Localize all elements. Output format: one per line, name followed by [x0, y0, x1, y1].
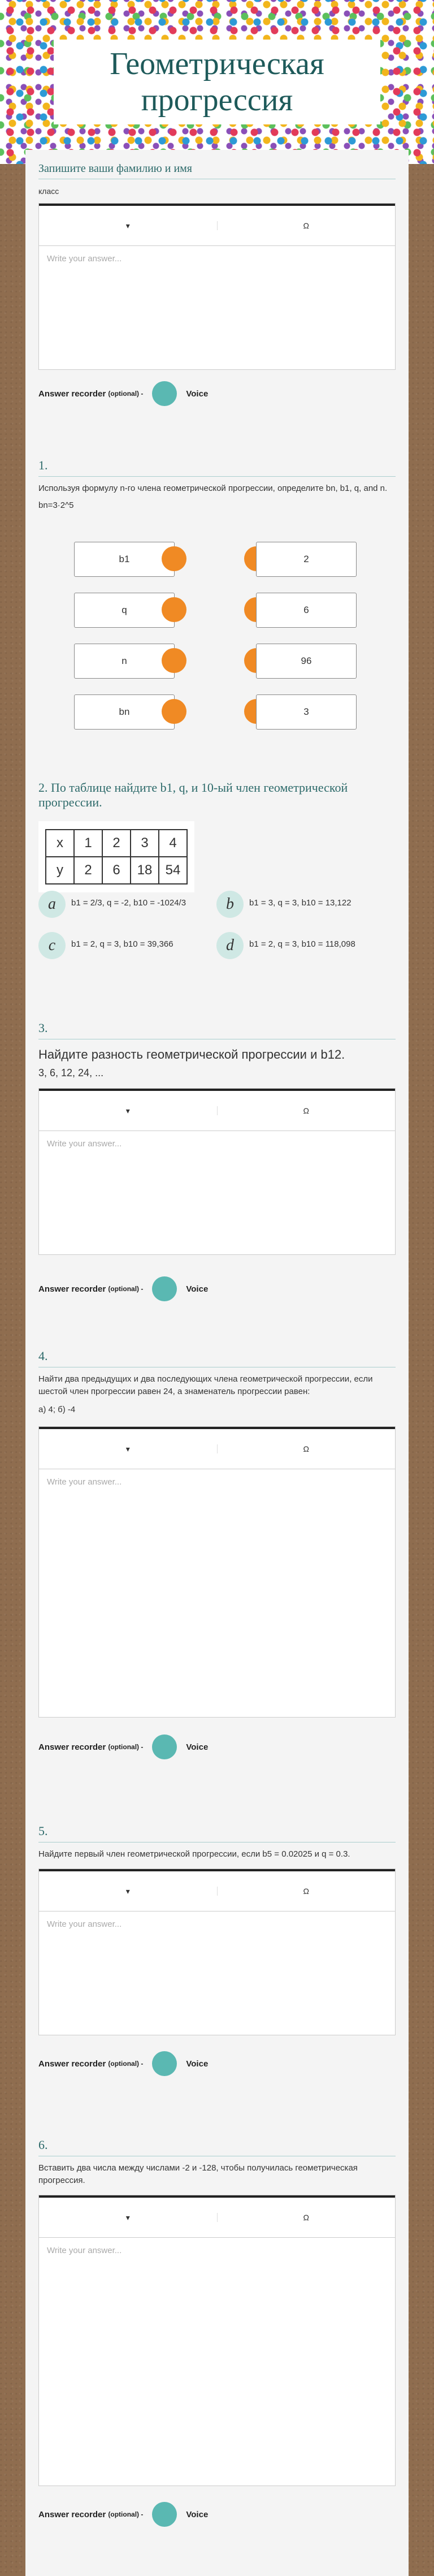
- match-dot-left-2[interactable]: [162, 597, 186, 622]
- table-cell: 2: [74, 857, 102, 884]
- q4-answer-field[interactable]: [38, 1426, 396, 1718]
- voice-record-button[interactable]: [152, 1276, 177, 1301]
- voice-record-button[interactable]: [152, 2051, 177, 2076]
- special-chars-icon[interactable]: Ω: [217, 1887, 396, 1896]
- option-text: b1 = 3, q = 3, b10 = 13,122: [249, 898, 351, 908]
- recorder-optional: (optional) -: [108, 2060, 144, 2068]
- match-left-bn[interactable]: bn: [74, 694, 175, 730]
- q4-text: Найти два предыдущих и два последующих члена геометрической прогрессии, если шестой член прогрессии равен 24, а знаменатель прогрессии равен:: [38, 1374, 373, 1396]
- worksheet: [25, 150, 409, 2576]
- match-dot-left-4[interactable]: [162, 699, 186, 724]
- table-row-y: [46, 857, 187, 884]
- xy-table: [45, 829, 188, 884]
- match-right-2[interactable]: 2: [256, 542, 357, 577]
- option-text: b1 = 2, q = 3, b10 = 118,098: [249, 939, 355, 949]
- answer-input[interactable]: Write your answer...: [47, 254, 122, 264]
- table-cell: 2: [102, 830, 131, 857]
- table-cell: x: [46, 830, 74, 857]
- voice-label: Voice: [186, 1284, 209, 1294]
- table-cell: 1: [74, 830, 102, 857]
- option-text: b1 = 2/3, q = -2, b10 = -1024/3: [71, 898, 186, 908]
- q5-answer-field[interactable]: [38, 1869, 396, 2035]
- recorder-optional: (optional) -: [108, 1285, 144, 1293]
- q2-title: 2. По таблице найдите b1, q, и 10-ый член геометрической прогрессии.: [38, 780, 348, 809]
- answer-input[interactable]: Write your answer...: [47, 2246, 122, 2255]
- recorder-label: Answer recorder: [38, 1284, 106, 1294]
- name-section-title: Запишите ваши фамилию и имя: [38, 162, 396, 179]
- answer-toolbar: [39, 1869, 395, 1911]
- option-letter: b: [216, 891, 244, 918]
- voice-record-button[interactable]: [152, 381, 177, 406]
- class-label: класс: [38, 187, 59, 196]
- table-cell: 54: [159, 857, 187, 884]
- q1-formula: bn=3·2^5: [38, 500, 74, 510]
- answer-input[interactable]: Write your answer...: [47, 1139, 122, 1149]
- option-text: b1 = 2, q = 3, b10 = 39,366: [71, 939, 173, 949]
- dropdown-icon[interactable]: ▾: [125, 221, 130, 230]
- q3-answer-field[interactable]: [38, 1088, 396, 1255]
- answer-recorder: [38, 2051, 396, 2076]
- answer-toolbar: [39, 204, 395, 246]
- answer-recorder: [38, 1276, 396, 1301]
- match-left-q[interactable]: q: [74, 593, 175, 628]
- dropdown-icon[interactable]: ▾: [125, 2212, 130, 2222]
- option-a[interactable]: [38, 891, 208, 918]
- table-cell: y: [46, 857, 74, 884]
- dropdown-icon[interactable]: ▾: [125, 1886, 130, 1896]
- recorder-label: Answer recorder: [38, 2509, 106, 2519]
- q1-title: 1.: [38, 458, 396, 477]
- answer-toolbar: [39, 1427, 395, 1469]
- special-chars-icon[interactable]: Ω: [217, 221, 396, 230]
- dropdown-icon[interactable]: ▾: [125, 1106, 130, 1115]
- q6-title: 6.: [38, 2138, 396, 2156]
- voice-label: Voice: [186, 1742, 209, 1752]
- q3-sequence: 3, 6, 12, 24, ...: [38, 1067, 104, 1078]
- q2-table-card: [38, 821, 194, 892]
- option-letter: d: [216, 932, 244, 959]
- voice-record-button[interactable]: [152, 1734, 177, 1759]
- special-chars-icon[interactable]: Ω: [217, 1444, 396, 1453]
- question-1: [38, 458, 396, 826]
- voice-label: Voice: [186, 389, 209, 399]
- q4-title: 4.: [38, 1349, 396, 1367]
- name-section: [38, 162, 396, 406]
- match-right-96[interactable]: 96: [256, 644, 357, 679]
- voice-label: Voice: [186, 2059, 209, 2069]
- recorder-label: Answer recorder: [38, 1742, 106, 1752]
- option-d[interactable]: [216, 932, 396, 959]
- q5-title: 5.: [38, 1824, 396, 1843]
- match-dot-left-1[interactable]: [162, 546, 186, 571]
- q3-text: Найдите разность геометрической прогрессии и b12.: [38, 1047, 345, 1062]
- question-5: [38, 1824, 396, 2076]
- answer-recorder: [38, 2502, 396, 2527]
- title-card: [54, 40, 380, 124]
- option-c[interactable]: [38, 932, 208, 959]
- match-left-b1[interactable]: b1: [74, 542, 175, 577]
- option-b[interactable]: [216, 891, 396, 918]
- q1-text: Используя формулу n-го члена геометрической прогрессии, определите bn, b1, q, and n.: [38, 484, 388, 493]
- name-answer-field[interactable]: [38, 203, 396, 370]
- table-cell: 18: [131, 857, 159, 884]
- match-left-n[interactable]: n: [74, 644, 175, 679]
- q6-answer-field[interactable]: [38, 2195, 396, 2486]
- option-letter: a: [38, 891, 66, 918]
- match-dot-left-3[interactable]: [162, 648, 186, 673]
- option-letter: c: [38, 932, 66, 959]
- recorder-label: Answer recorder: [38, 2059, 106, 2069]
- match-right-6[interactable]: 6: [256, 593, 357, 628]
- recorder-label: Answer recorder: [38, 389, 106, 399]
- answer-input[interactable]: Write your answer...: [47, 1919, 122, 1929]
- recorder-optional: (optional) -: [108, 390, 144, 398]
- voice-label: Voice: [186, 2509, 209, 2519]
- recorder-optional: (optional) -: [108, 2510, 144, 2518]
- q4-cases: а) 4; б) -4: [38, 1405, 76, 1414]
- table-row-x: [46, 830, 187, 857]
- recorder-optional: (optional) -: [108, 1743, 144, 1751]
- voice-record-button[interactable]: [152, 2502, 177, 2527]
- answer-input[interactable]: Write your answer...: [47, 1477, 122, 1487]
- special-chars-icon[interactable]: Ω: [217, 2213, 396, 2222]
- q6-text: Вставить два числа между числами -2 и -128, чтобы получилась геометрическая прогрессия.: [38, 2163, 358, 2185]
- match-right-3[interactable]: 3: [256, 694, 357, 730]
- dropdown-icon[interactable]: ▾: [125, 1444, 130, 1453]
- question-4: [38, 1349, 396, 1759]
- answer-toolbar: [39, 2195, 395, 2238]
- answer-recorder: [38, 381, 396, 406]
- table-cell: 4: [159, 830, 187, 857]
- table-cell: 6: [102, 857, 131, 884]
- q5-text: Найдите первый член геометрической прогрессии, если b5 = 0.02025 и q = 0.3.: [38, 1849, 350, 1859]
- q3-title: 3.: [38, 1021, 396, 1039]
- question-6: [38, 2138, 396, 2527]
- answer-recorder: [38, 1734, 396, 1759]
- special-chars-icon[interactable]: Ω: [217, 1106, 396, 1115]
- answer-toolbar: [39, 1089, 395, 1131]
- table-cell: 3: [131, 830, 159, 857]
- question-3: [38, 1021, 396, 1301]
- page-title: Геометрическая прогрессия: [110, 46, 324, 118]
